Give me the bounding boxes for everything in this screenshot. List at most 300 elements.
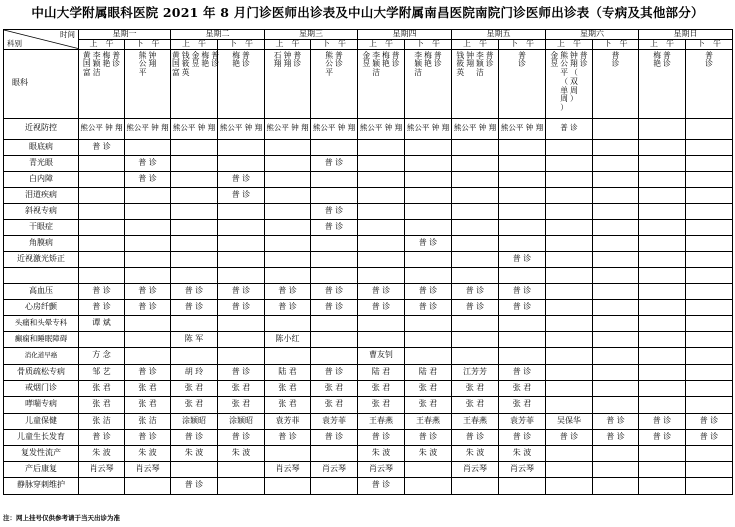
- schedule-cell: 普 诊: [499, 429, 546, 445]
- stacked-entry: 钟 翔: [148, 50, 157, 69]
- schedule-cell: 普 诊: [125, 364, 171, 380]
- schedule-cell: [125, 267, 171, 283]
- schedule-cell: 陆 君: [265, 364, 311, 380]
- schedule-cell: [265, 315, 311, 331]
- stacked-entry: 普 诊: [242, 50, 250, 69]
- schedule-cell: 普 诊: [218, 283, 265, 299]
- stacked-entry: 黄 国 富: [172, 50, 180, 78]
- stacked-entry: 钟 翔: [466, 50, 474, 69]
- schedule-cell: [171, 139, 218, 155]
- schedule-cell: 吴保华: [546, 413, 593, 429]
- dept-label: 儿童生长发育: [4, 429, 79, 445]
- schedule-cell: 熊公平 钟 翔: [125, 118, 171, 139]
- schedule-cell: [265, 171, 311, 187]
- schedule-cell: [358, 49, 405, 118]
- schedule-cell: [218, 203, 265, 219]
- schedule-cell: [171, 267, 218, 283]
- dept-label: 骨质疏松专病: [4, 364, 79, 380]
- schedule-cell: [311, 235, 358, 251]
- stacked-entry: 梅 艳: [102, 50, 111, 69]
- schedule-cell: [593, 49, 639, 118]
- schedule-cell: 朱 波: [405, 445, 452, 461]
- table-row: [4, 396, 733, 413]
- schedule-cell: 普 诊: [125, 429, 171, 445]
- schedule-cell: [686, 49, 733, 118]
- schedule-cell: 普 诊: [452, 283, 499, 299]
- schedule-cell: [546, 283, 593, 299]
- corner-time-label: 时间: [60, 30, 75, 39]
- schedule-cell: [265, 219, 311, 235]
- header-ampm-row: [4, 40, 733, 50]
- schedule-cell: 张 君: [265, 396, 311, 413]
- schedule-cell: [639, 315, 686, 331]
- schedule-cell: [265, 139, 311, 155]
- pm-header: 下 午: [125, 40, 171, 50]
- schedule-cell: 张 君: [405, 380, 452, 396]
- schedule-cell: 普 诊: [405, 283, 452, 299]
- schedule-cell: [265, 445, 311, 461]
- schedule-cell: [639, 251, 686, 267]
- schedule-cell: [546, 267, 593, 283]
- schedule-cell: 普 诊: [499, 283, 546, 299]
- schedule-cell: [593, 283, 639, 299]
- schedule-cell: 熊公平 钟 翔: [452, 118, 499, 139]
- schedule-cell: [639, 364, 686, 380]
- table-row: [4, 235, 733, 251]
- schedule-cell: [171, 171, 218, 187]
- schedule-cell: [593, 461, 639, 477]
- schedule-cell: [311, 187, 358, 203]
- schedule-cell: 方 念: [79, 347, 125, 364]
- schedule-cell: [311, 139, 358, 155]
- stacked-entry: 普 诊: [112, 50, 121, 69]
- schedule-cell: 熊公平 钟 翔: [358, 118, 405, 139]
- stacked-entry: 黄 国 富: [82, 50, 91, 78]
- schedule-cell: [452, 155, 499, 171]
- table-row: [4, 331, 733, 347]
- schedule-cell: 普 诊: [265, 299, 311, 315]
- schedule-cell: [546, 331, 593, 347]
- schedule-cell: 曹友钊: [358, 347, 405, 364]
- schedule-cell: 普 诊: [311, 283, 358, 299]
- schedule-cell: [686, 477, 733, 494]
- schedule-cell: 普 诊: [125, 299, 171, 315]
- schedule-cell: 袁芳菲: [499, 413, 546, 429]
- stacked-entry: 钱 筱 英: [181, 50, 190, 78]
- am-header: 上 午: [171, 40, 218, 50]
- schedule-cell: [265, 477, 311, 494]
- schedule-cell: 普 诊: [171, 299, 218, 315]
- schedule-cell: [405, 171, 452, 187]
- schedule-cell: 熊公平 钟 翔: [265, 118, 311, 139]
- schedule-cell: [639, 283, 686, 299]
- schedule-cell: [686, 315, 733, 331]
- schedule-cell: 普 诊: [125, 171, 171, 187]
- schedule-cell: [265, 267, 311, 283]
- schedule-cell: 张 君: [171, 380, 218, 396]
- schedule-cell: [593, 155, 639, 171]
- dept-label: 斜视专病: [4, 203, 79, 219]
- schedule-cell: [593, 445, 639, 461]
- schedule-cell: 张 君: [125, 380, 171, 396]
- schedule-cell: 陆 君: [405, 364, 452, 380]
- schedule-cell: 普 诊: [405, 235, 452, 251]
- schedule-cell: [218, 155, 265, 171]
- dept-label: 儿童保健: [4, 413, 79, 429]
- schedule-table: [3, 29, 733, 495]
- schedule-cell: [686, 187, 733, 203]
- stacked-entry: 熊 公 平: [325, 50, 333, 78]
- schedule-cell: [546, 49, 593, 118]
- schedule-cell: [686, 118, 733, 139]
- schedule-cell: 张 君: [311, 396, 358, 413]
- dept-label: 干眼症: [4, 219, 79, 235]
- schedule-cell: [79, 477, 125, 494]
- schedule-cell: [546, 203, 593, 219]
- dept-label: 青光眼: [4, 155, 79, 171]
- schedule-cell: [405, 203, 452, 219]
- schedule-cell: [405, 461, 452, 477]
- stacked-entry: 金 昱: [362, 50, 371, 69]
- stacked-entry: 普 诊: [211, 50, 219, 69]
- pm-header: 下 午: [593, 40, 639, 50]
- table-row: [4, 315, 733, 331]
- table-row: [4, 219, 733, 235]
- schedule-cell: [639, 219, 686, 235]
- stacked-entry: 李 颖 洁: [92, 50, 101, 78]
- schedule-cell: [499, 347, 546, 364]
- table-row: [4, 283, 733, 299]
- table-row: [4, 203, 733, 219]
- schedule-cell: 朱 波: [79, 445, 125, 461]
- pm-header: 下 午: [311, 40, 358, 50]
- table-row: [4, 299, 733, 315]
- schedule-cell: [639, 299, 686, 315]
- day-header: 星期六: [546, 30, 639, 40]
- table-row: [4, 155, 733, 171]
- schedule-cell: 张 洁: [79, 413, 125, 429]
- schedule-cell: [639, 396, 686, 413]
- schedule-cell: [452, 219, 499, 235]
- schedule-cell: [639, 380, 686, 396]
- schedule-cell: 肖云琴: [79, 461, 125, 477]
- schedule-cell: [405, 139, 452, 155]
- table-row: [4, 461, 733, 477]
- schedule-cell: [125, 347, 171, 364]
- schedule-cell: [593, 187, 639, 203]
- schedule-cell: 普 诊: [499, 299, 546, 315]
- table-row: [4, 429, 733, 445]
- schedule-cell: 普 诊: [499, 364, 546, 380]
- schedule-cell: 邹 艺: [79, 364, 125, 380]
- schedule-cell: [79, 235, 125, 251]
- stacked-entry: 钱 筱 英: [456, 50, 465, 78]
- schedule-cell: 普 诊: [686, 413, 733, 429]
- table-row: [4, 251, 733, 267]
- stacked-entry: 钟 翔: [283, 50, 292, 69]
- am-header: 上 午: [639, 40, 686, 50]
- schedule-cell: [358, 219, 405, 235]
- schedule-cell: [358, 331, 405, 347]
- day-header: 星期一: [79, 30, 171, 40]
- schedule-cell: 普 诊: [171, 283, 218, 299]
- schedule-cell: 普 诊: [171, 477, 218, 494]
- schedule-cell: [405, 315, 452, 331]
- table-row: [4, 171, 733, 187]
- schedule-cell: [311, 49, 358, 118]
- schedule-cell: [218, 235, 265, 251]
- schedule-cell: 张 君: [218, 380, 265, 396]
- schedule-cell: [546, 187, 593, 203]
- pm-header: 下 午: [686, 40, 733, 50]
- schedule-cell: [358, 203, 405, 219]
- schedule-cell: [265, 235, 311, 251]
- schedule-cell: 张 君: [79, 396, 125, 413]
- schedule-cell: [125, 139, 171, 155]
- schedule-cell: [686, 283, 733, 299]
- schedule-cell: 普 诊: [218, 187, 265, 203]
- schedule-cell: 普 诊: [358, 299, 405, 315]
- schedule-cell: [358, 315, 405, 331]
- schedule-cell: [265, 49, 311, 118]
- schedule-cell: [639, 49, 686, 118]
- day-header: 星期五: [452, 30, 546, 40]
- schedule-cell: 张 君: [499, 396, 546, 413]
- schedule-cell: 张 君: [452, 396, 499, 413]
- schedule-cell: 陈小红: [265, 331, 311, 347]
- pm-header: 下 午: [499, 40, 546, 50]
- schedule-cell: [79, 187, 125, 203]
- schedule-cell: [593, 251, 639, 267]
- schedule-cell: [405, 155, 452, 171]
- schedule-cell: [546, 171, 593, 187]
- schedule-cell: 普 诊: [218, 429, 265, 445]
- schedule-cell: 普 诊: [125, 155, 171, 171]
- schedule-cell: [452, 477, 499, 494]
- schedule-cell: 张 君: [311, 380, 358, 396]
- schedule-cell: 王春燕: [358, 413, 405, 429]
- schedule-cell: [405, 251, 452, 267]
- schedule-cell: [546, 364, 593, 380]
- stacked-entry: 普 诊: [485, 50, 494, 69]
- schedule-cell: [639, 203, 686, 219]
- page-title: 中山大学附属眼科医院 2021 年 8 月门诊医师出诊表及中山大学附属南昌医院南院门诊医师出诊表（专病及其他部分）: [31, 5, 704, 20]
- stacked-entry: 梅 艳: [382, 50, 390, 69]
- schedule-cell: [125, 235, 171, 251]
- schedule-cell: [125, 477, 171, 494]
- schedule-cell: [686, 267, 733, 283]
- schedule-cell: 普 诊: [265, 283, 311, 299]
- schedule-cell: [452, 171, 499, 187]
- schedule-cell: [639, 331, 686, 347]
- schedule-cell: [593, 477, 639, 494]
- dept-label: 高血压: [4, 283, 79, 299]
- schedule-cell: 普 诊: [546, 118, 593, 139]
- schedule-cell: 张 君: [452, 380, 499, 396]
- dept-label: [4, 267, 79, 283]
- schedule-cell: [125, 203, 171, 219]
- schedule-cell: [311, 267, 358, 283]
- schedule-cell: [639, 347, 686, 364]
- schedule-cell: [171, 251, 218, 267]
- schedule-cell: [686, 461, 733, 477]
- schedule-cell: 普 诊: [546, 429, 593, 445]
- schedule-cell: [79, 155, 125, 171]
- schedule-cell: [171, 49, 218, 118]
- schedule-cell: [265, 203, 311, 219]
- schedule-cell: [499, 235, 546, 251]
- schedule-cell: [452, 315, 499, 331]
- schedule-cell: 普 诊: [265, 429, 311, 445]
- stacked-entry: 普 诊: [335, 50, 343, 69]
- schedule-cell: [311, 445, 358, 461]
- schedule-cell: 朱 波: [499, 445, 546, 461]
- schedule-cell: [593, 396, 639, 413]
- schedule-cell: 涂颖昭: [171, 413, 218, 429]
- corner-dept-label: 科别: [7, 38, 22, 48]
- schedule-cell: [452, 331, 499, 347]
- schedule-cell: [499, 49, 546, 118]
- schedule-cell: 江芳芳: [452, 364, 499, 380]
- schedule-cell: [686, 396, 733, 413]
- stacked-entry: 金 昱: [191, 50, 200, 69]
- dept-label: 头痛和头晕专科: [4, 315, 79, 331]
- schedule-cell: [546, 347, 593, 364]
- schedule-cell: 普 诊: [79, 283, 125, 299]
- schedule-cell: [639, 139, 686, 155]
- schedule-cell: 袁芳菲: [265, 413, 311, 429]
- schedule-cell: [546, 477, 593, 494]
- schedule-cell: [265, 155, 311, 171]
- schedule-cell: [452, 203, 499, 219]
- schedule-cell: [546, 380, 593, 396]
- schedule-cell: [218, 139, 265, 155]
- stacked-entry: 普 诊: [611, 50, 620, 69]
- schedule-cell: 熊公平 钟 翔: [79, 118, 125, 139]
- schedule-cell: [639, 445, 686, 461]
- dept-label: 角膜病: [4, 235, 79, 251]
- stacked-entry: 普 诊: [293, 50, 302, 69]
- schedule-cell: [452, 139, 499, 155]
- schedule-cell: [686, 380, 733, 396]
- schedule-cell: [593, 235, 639, 251]
- day-header: 星期三: [265, 30, 358, 40]
- schedule-cell: [546, 235, 593, 251]
- schedule-cell: [546, 299, 593, 315]
- dept-label: 眼科: [4, 49, 79, 118]
- schedule-cell: 朱 波: [125, 445, 171, 461]
- schedule-cell: 普 诊: [218, 299, 265, 315]
- dept-label: 近视防控: [4, 118, 79, 139]
- stacked-entry: 梅 艳: [232, 50, 240, 69]
- schedule-cell: [593, 299, 639, 315]
- table-row: [4, 413, 733, 429]
- stacked-entry: 普 诊: [391, 50, 400, 69]
- schedule-cell: [499, 139, 546, 155]
- dept-label: 消化道早癌: [4, 347, 79, 364]
- schedule-cell: [171, 235, 218, 251]
- stacked-entry: 李 颖 洁: [476, 50, 484, 78]
- schedule-cell: [686, 171, 733, 187]
- schedule-cell: [686, 299, 733, 315]
- table-row: [4, 139, 733, 155]
- schedule-cell: [686, 235, 733, 251]
- schedule-cell: [639, 461, 686, 477]
- schedule-cell: [686, 331, 733, 347]
- schedule-cell: [218, 267, 265, 283]
- stacked-entry: 李 颖 洁: [372, 50, 380, 78]
- dept-label: 眼底病: [4, 139, 79, 155]
- schedule-cell: [405, 187, 452, 203]
- schedule-cell: [311, 347, 358, 364]
- schedule-cell: [452, 187, 499, 203]
- schedule-cell: 张 君: [265, 380, 311, 396]
- schedule-cell: [79, 219, 125, 235]
- schedule-cell: [546, 315, 593, 331]
- schedule-cell: [452, 347, 499, 364]
- schedule-cell: 普 诊: [452, 299, 499, 315]
- schedule-cell: [499, 331, 546, 347]
- schedule-cell: 普 诊: [452, 429, 499, 445]
- schedule-cell: 普 诊: [686, 429, 733, 445]
- pm-header: 下 午: [405, 40, 452, 50]
- schedule-cell: [499, 187, 546, 203]
- schedule-cell: 普 诊: [358, 429, 405, 445]
- schedule-cell: [125, 49, 171, 118]
- schedule-cell: [639, 118, 686, 139]
- schedule-cell: 普 诊: [639, 413, 686, 429]
- header-days-row: [4, 30, 733, 40]
- schedule-cell: 张 君: [79, 380, 125, 396]
- schedule-cell: [265, 187, 311, 203]
- schedule-cell: [546, 251, 593, 267]
- stacked-entry: 梅 艳: [653, 50, 661, 69]
- schedule-cell: [499, 477, 546, 494]
- stacked-entry: 梅 艳: [424, 50, 432, 69]
- dept-label: 近视激光矫正: [4, 251, 79, 267]
- dept-label: 戒烟门诊: [4, 380, 79, 396]
- schedule-cell: 普 诊: [311, 299, 358, 315]
- am-header: 上 午: [79, 40, 125, 50]
- schedule-cell: 张 洁: [125, 413, 171, 429]
- schedule-cell: [639, 235, 686, 251]
- schedule-cell: [125, 251, 171, 267]
- schedule-cell: 胡 玲: [171, 364, 218, 380]
- schedule-cell: [125, 315, 171, 331]
- schedule-cell: 张 君: [125, 396, 171, 413]
- schedule-cell: [405, 267, 452, 283]
- schedule-cell: [79, 251, 125, 267]
- schedule-cell: [593, 331, 639, 347]
- schedule-cell: [358, 139, 405, 155]
- schedule-cell: 张 君: [405, 396, 452, 413]
- dept-label: 复发性流产: [4, 445, 79, 461]
- schedule-cell: [639, 267, 686, 283]
- schedule-cell: [686, 155, 733, 171]
- schedule-cell: [405, 49, 452, 118]
- pm-header: 下 午: [218, 40, 265, 50]
- schedule-cell: 熊公平 钟 翔: [218, 118, 265, 139]
- schedule-cell: [452, 49, 499, 118]
- schedule-cell: [593, 203, 639, 219]
- dept-label: 心房纤颤: [4, 299, 79, 315]
- schedule-cell: [499, 315, 546, 331]
- schedule-cell: 熊公平 钟 翔: [405, 118, 452, 139]
- schedule-cell: [171, 219, 218, 235]
- schedule-cell: 熊公平 钟 翔: [171, 118, 218, 139]
- schedule-cell: 张 君: [171, 396, 218, 413]
- corner-cell: [4, 30, 79, 50]
